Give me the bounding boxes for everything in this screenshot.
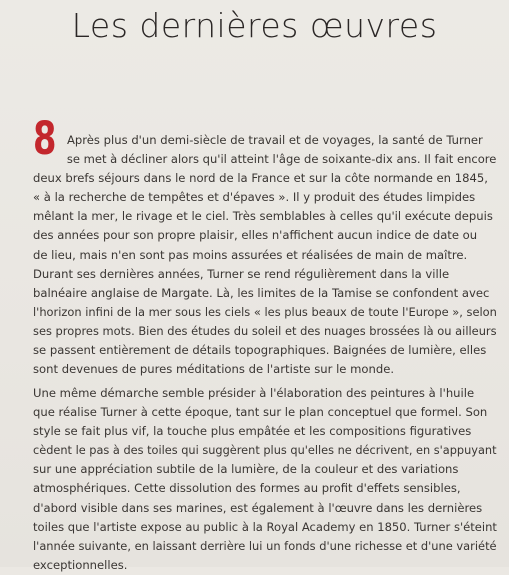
paragraph-2 bbox=[33, 265, 497, 380]
text-line: ses propres mots. Bien des études du soleil et des nuages brossées là ou ailleurs bbox=[33, 324, 497, 339]
text-line: l'horizon infini de la mer sous les ciels « les plus beaux de toute l'Europe », selon bbox=[33, 305, 497, 320]
paragraph-3 bbox=[33, 384, 497, 575]
text-line: de lieu, mais n'en sont pas moins assurées et réalisées de main de maître. bbox=[33, 247, 468, 262]
text-line: toiles que l'artiste expose au public à la Royal Academy en 1850. Turner s'éteint bbox=[33, 519, 497, 534]
text-line: l'année suivante, en laissant derrière lui un fonds d'une richesse et d'une variété bbox=[33, 538, 497, 553]
text-line: Après plus d'un demi-siècle de travail et de voyages, la santé de Turner bbox=[67, 133, 483, 147]
text-line: que réalise Turner à cette époque, tant sur le plan conceptuel que formel. Son bbox=[33, 405, 488, 420]
text-line: « à la recherche de tempêtes et d'épaves ». Il y produit des études limpides bbox=[33, 190, 476, 205]
section-number: 8 bbox=[33, 112, 57, 165]
text-line: style se fait plus vif, la touche plus empâtée et les compositions figuratives bbox=[33, 424, 472, 439]
text-line: des années pour son propre plaisir, elles n'affichent aucun indice de date ou bbox=[33, 228, 478, 243]
text-line: sont devenues de pures méditations de l'artiste sur le monde. bbox=[33, 362, 395, 377]
text-line: cèdent le pas à des toiles qui suggèrent plus qu'elles ne décrivent, en s'appuyant bbox=[33, 443, 497, 458]
text-line: atmosphériques. Cette dissolution des formes au profit d'effets sensibles, bbox=[33, 481, 461, 496]
text-line: mêlant la mer, le rivage et le ciel. Très semblables à celles qu'il exécute depuis bbox=[33, 209, 493, 224]
text-line: exceptionnelles. bbox=[33, 557, 128, 572]
text-line: deux brefs séjours dans le nord de la France et sur la côte normande en 1845, bbox=[33, 171, 488, 186]
text-line: d'abord visible dans ses marines, est également à l'œuvre dans les dernières bbox=[33, 500, 483, 515]
text-line: se met à décliner alors qu'il atteint l'âge de soixante-dix ans. Il fait encore bbox=[66, 152, 497, 167]
text-line: se passent entièrement de détails topographiques. Baignées de lumière, elles bbox=[33, 343, 487, 358]
text-line: Durant ses dernières années, Turner se rend régulièrement dans la ville bbox=[33, 267, 450, 281]
text-line: sur une appréciation subtile de la lumière, de la couleur et des variations bbox=[33, 462, 459, 477]
paragraph-1 bbox=[33, 131, 497, 265]
text-line: Une même démarche semble présider à l'élaboration des peintures à l'huile bbox=[33, 386, 475, 400]
page-title: Les dernières œuvres bbox=[71, 6, 438, 45]
text-line: balnéaire anglaise de Margate. Là, les limites de la Tamise se confondent avec bbox=[33, 286, 490, 301]
